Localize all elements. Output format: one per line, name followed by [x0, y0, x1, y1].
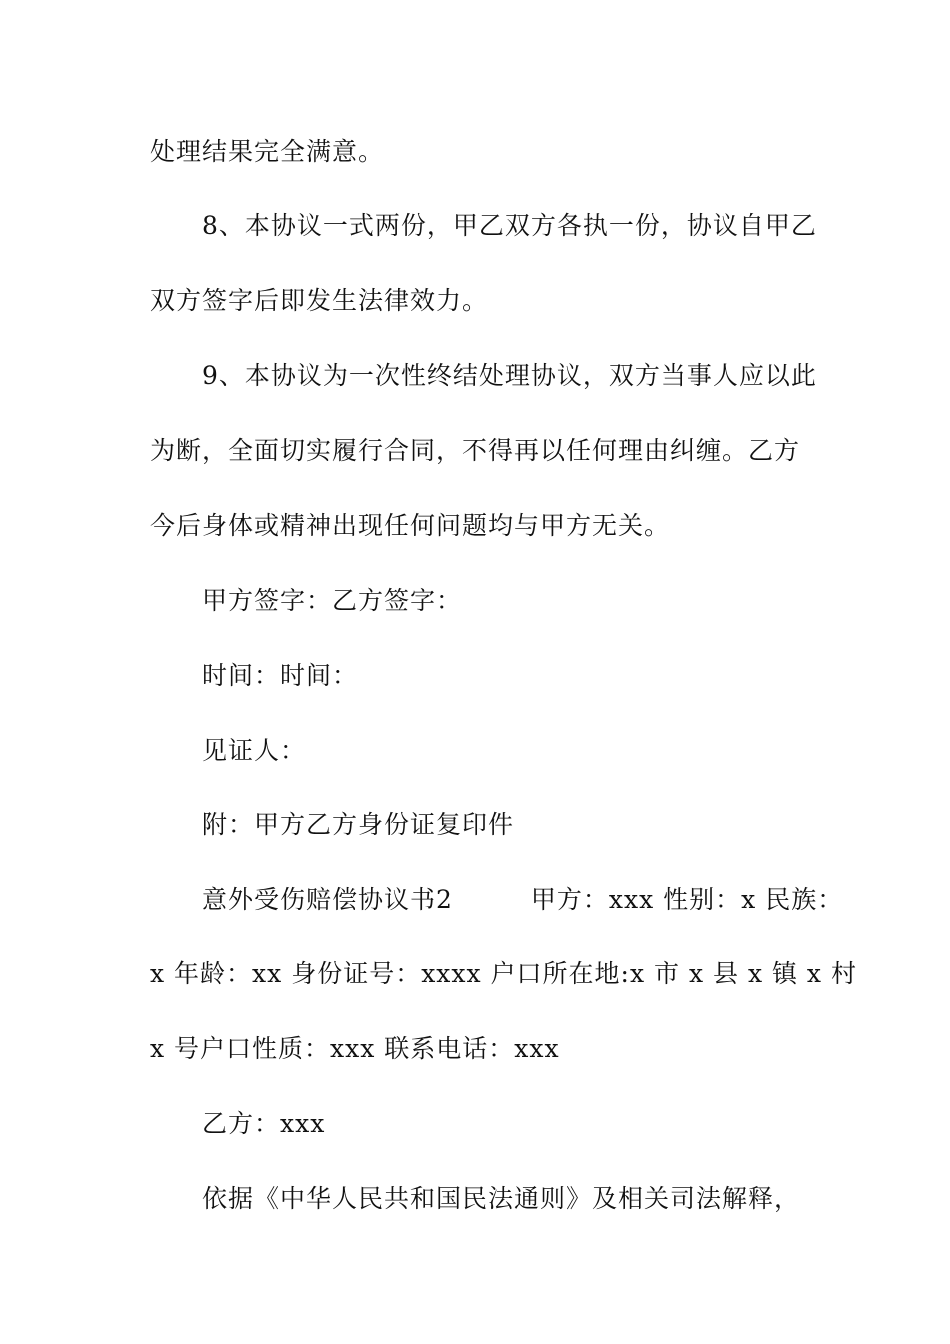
witness-line: 见证人：: [202, 736, 307, 765]
title-party-line: 意外受伤赔偿协议书2 甲方：xxx 性别：x 民族：: [202, 885, 844, 914]
paragraph-line: 今后身体或精神出现任何问题均与甲方无关。: [150, 511, 671, 540]
paragraph-line: 处理结果完全满意。: [150, 137, 385, 166]
signature-line: 甲方签字：乙方签字：: [202, 586, 463, 615]
paragraph-line: 为断，全面切实履行合同，不得再以任何理由纠缠。乙方: [150, 436, 801, 465]
paragraph-line: x 号户口性质：xxx 联系电话：xxx: [150, 1034, 560, 1063]
paragraph-line: 8、本协议一式两份，甲乙双方各执一份，协议自甲乙: [202, 211, 817, 240]
paragraph-line: 依据《中华人民共和国民法通则》及相关司法解释，: [202, 1184, 801, 1213]
attachment-line: 附：甲方乙方身份证复印件: [202, 810, 515, 839]
date-line: 时间：时间：: [202, 661, 359, 690]
paragraph-line: x 年龄：xx 身份证号：xxxx 户口所在地:x 市 x 县 x 镇 x 村: [150, 959, 857, 988]
paragraph-line: 双方签字后即发生法律效力。: [150, 286, 489, 315]
paragraph-line: 9、本协议为一次性终结处理协议，双方当事人应以此: [202, 361, 817, 390]
party-b-line: 乙方：xxx: [202, 1109, 326, 1138]
